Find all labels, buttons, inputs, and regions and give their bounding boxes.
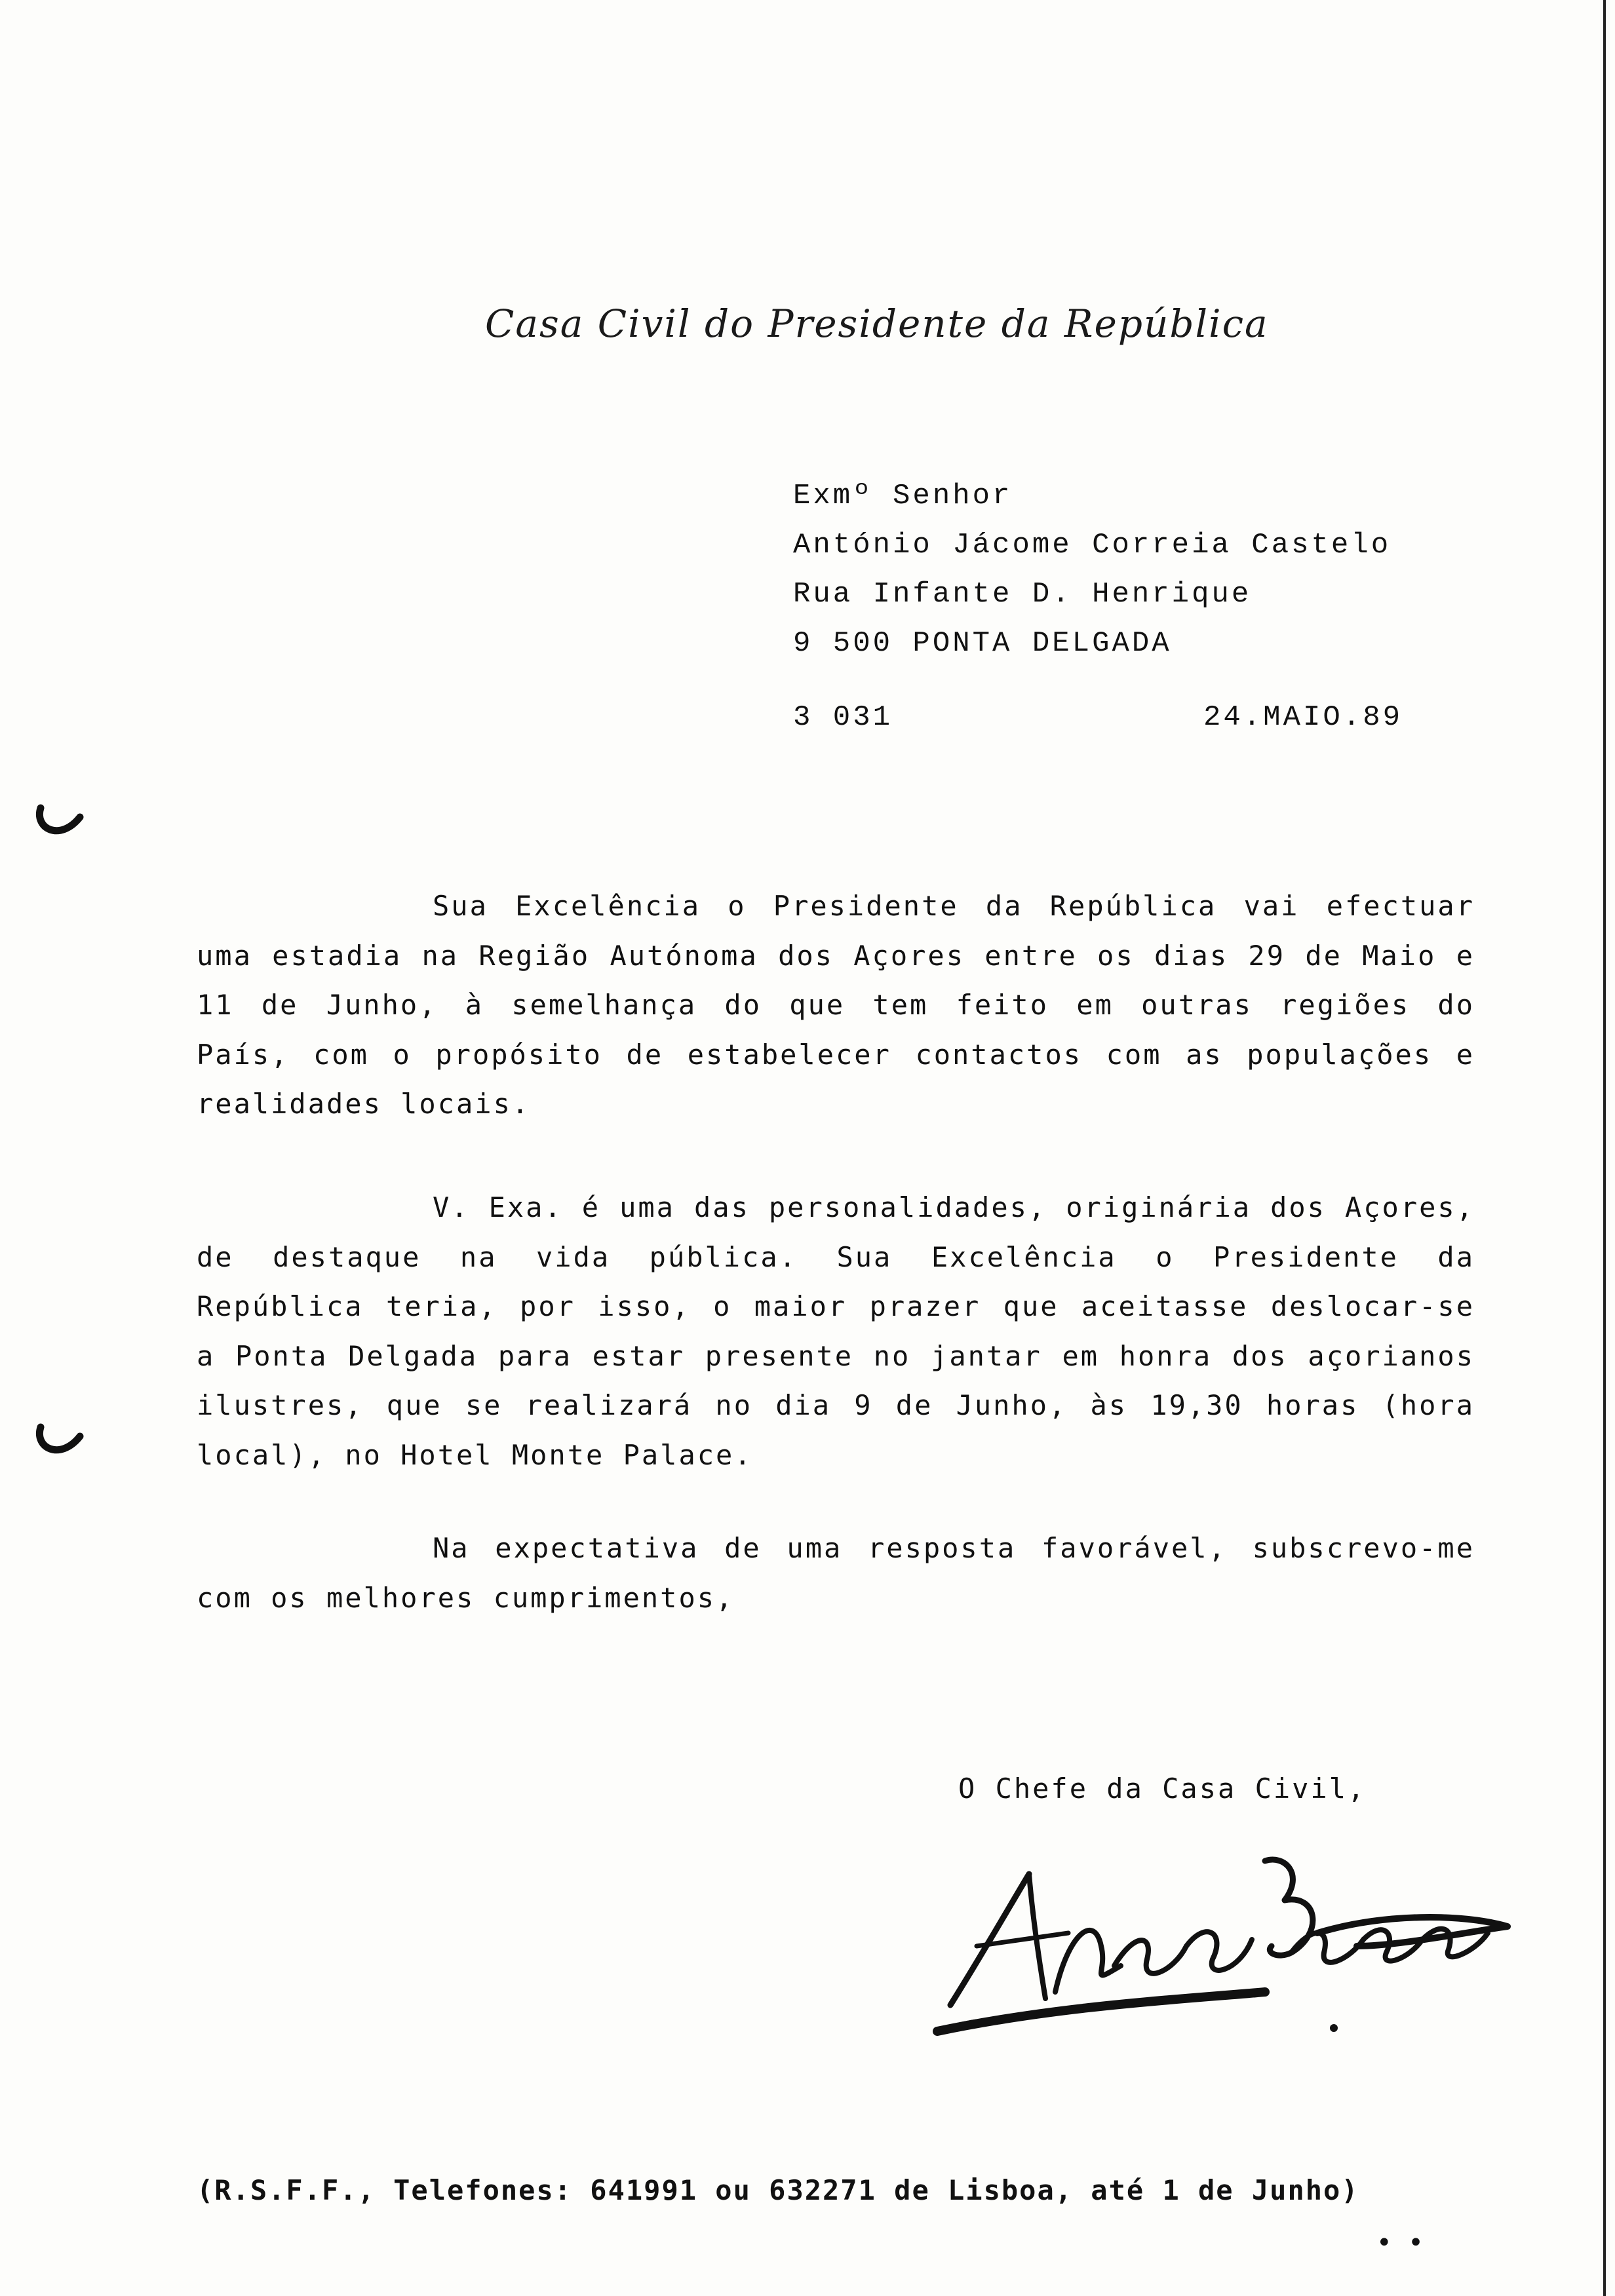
letter-date: 24.MAIO.89 [1203, 701, 1403, 734]
handwritten-signature [898, 1835, 1514, 2044]
bottom-dots: • • [1376, 2228, 1428, 2258]
paragraph-text: Na expectativa de uma resposta favorável, subscrevo-me com os melhores cumprimentos, [197, 1532, 1475, 1614]
paragraph-2 [197, 1183, 1475, 1480]
reference-number: 3 031 [793, 701, 893, 734]
recipient-address [793, 472, 1449, 668]
closing-line: O Chefe da Casa Civil, [958, 1772, 1367, 1805]
footer-note: (R.S.F.F., Telefones: 641991 ou 632271 de Lisboa, até 1 de Junho) [197, 2174, 1359, 2206]
recipient-name: António Jácome Correia Castelo [793, 529, 1391, 562]
paragraph-text: V. Exa. é uma das personalidades, originária dos Açores, de destaque na vida pública. Sua Excelência o Presidente da República teria, por isso, o maior prazer que aceitasse deslocar-se a Ponta Delgada para estar presente no jantar em honra dos açorianos ilustres, que se realizará no dia 9 de Junho, às 19,30 horas (hora local), no Hotel Monte Palace. [197, 1191, 1475, 1471]
paragraph-text: Sua Excelência o Presidente da República vai efectuar uma estadia na Região Autónoma dos Açores entre os dias 29 de Maio e 11 de Junho, à semelhança do que tem feito em outras regiões do País, com o propósito de estabelecer contactos com as populações e realidades locais. [197, 890, 1475, 1120]
letterhead: Casa Civil do Presidente da República [485, 301, 1269, 346]
reference-line [793, 701, 1403, 734]
recipient-salutation: Exmº Senhor [793, 480, 1013, 512]
paragraph-3 [197, 1523, 1475, 1622]
hole-punch-mark [34, 803, 87, 842]
paragraph-1 [197, 881, 1475, 1129]
recipient-street: Rua Infante D. Henrique [793, 578, 1252, 611]
hole-punch-mark [34, 1422, 87, 1461]
recipient-city: 9 500 PONTA DELGADA [793, 627, 1172, 660]
page-edge-line [1603, 0, 1606, 2296]
